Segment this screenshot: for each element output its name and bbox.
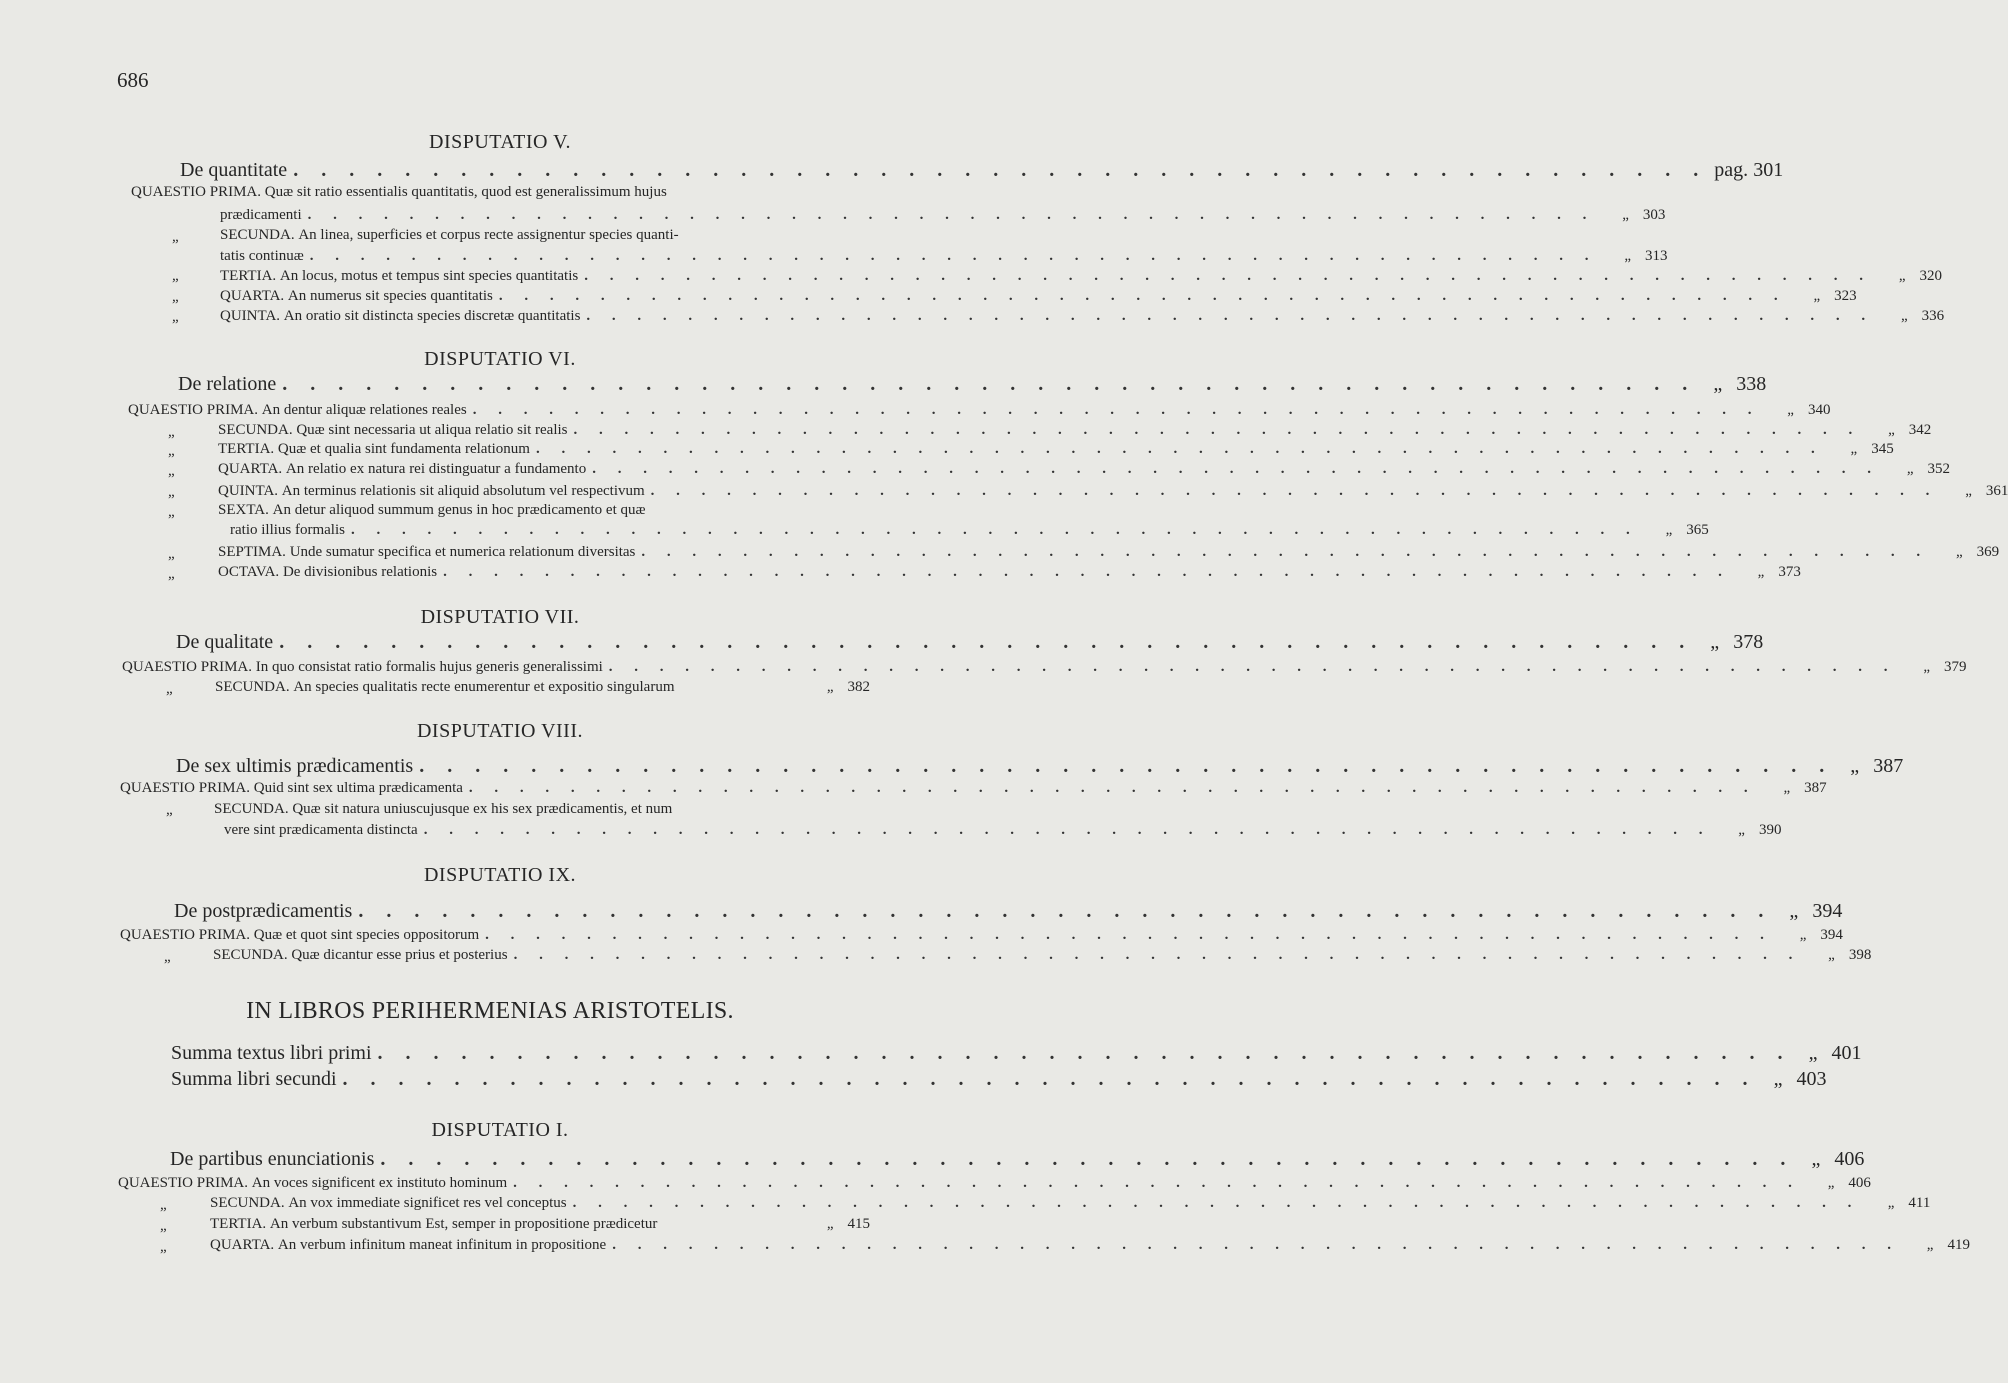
page-ref: 352 — [1927, 461, 1950, 477]
ditto-mark: „ — [168, 546, 175, 562]
ditto-mark: „ — [1783, 780, 1791, 796]
topic-text: De sex ultimis prædicamentis — [176, 755, 414, 777]
entry-label: TERTIA. — [220, 268, 277, 284]
leader-dots — [573, 1193, 1861, 1213]
topic-text: De relatione — [178, 373, 277, 395]
entry-label: SECUNDA. — [214, 801, 289, 817]
section-title: DISPUTATIO I. — [431, 1119, 569, 1141]
page-ref: 342 — [1908, 422, 1932, 438]
page-ref: 411 — [1908, 1195, 1931, 1211]
entry-label: SEXTA. — [218, 502, 269, 518]
toc-entry — [220, 266, 1942, 286]
toc-entry — [120, 778, 1827, 798]
toc-topic — [171, 1067, 1827, 1091]
leader-dots — [469, 778, 1757, 798]
toc-entry — [214, 799, 870, 819]
leader-dots — [574, 420, 1862, 440]
leader-dots — [419, 754, 1833, 778]
page-ref: 394 — [1820, 927, 1843, 943]
page-ref: 406 — [1834, 1148, 1865, 1170]
ditto-mark: „ — [1799, 927, 1807, 943]
topic-text: De partibus enunciationis — [170, 1148, 375, 1170]
leader-dots — [279, 630, 1693, 654]
entry-label: QUAESTIO PRIMA. — [122, 659, 253, 675]
entry-text: In quo consistat ratio formalis hujus generis generalissimi — [255, 659, 603, 675]
page-ref: 378 — [1733, 631, 1764, 653]
ditto-mark: „ — [1738, 822, 1745, 838]
page-ref: 373 — [1778, 564, 1801, 580]
page-number: 686 — [117, 68, 149, 92]
toc-entry — [218, 481, 2008, 501]
ditto-mark: „ — [826, 1216, 834, 1232]
toc-topic — [170, 1147, 1865, 1171]
leader-dots — [443, 562, 1731, 582]
ditto-mark: „ — [1828, 947, 1835, 963]
entry-text: Quæ sit ratio essentialis quantitatis, quod est generalissimum hujus — [264, 184, 667, 200]
entry-text: ratio illius formalis — [230, 522, 345, 538]
toc-entry-continuation — [220, 205, 1666, 225]
entry-label: SECUNDA. — [210, 1195, 285, 1211]
page-ref: 338 — [1736, 373, 1767, 395]
toc-entry — [220, 286, 1857, 306]
ditto-mark: „ — [160, 1197, 167, 1213]
entry-label: SECUNDA. — [213, 947, 288, 963]
ditto-mark: „ — [168, 463, 175, 479]
ditto-mark: „ — [1787, 402, 1794, 418]
ditto-mark: „ — [168, 504, 175, 520]
entry-label: TERTIA. — [210, 1216, 267, 1232]
topic-text: Summa libri secundi — [171, 1068, 337, 1090]
toc-entry — [210, 1193, 1931, 1213]
ditto-mark: „ — [1965, 483, 1972, 499]
page-ref: 387 — [1873, 755, 1904, 777]
page-ref: 387 — [1804, 780, 1827, 796]
ditto-mark: „ — [166, 802, 173, 818]
entry-label: QUAESTIO PRIMA. — [118, 1175, 249, 1191]
page-ref: 415 — [847, 1216, 870, 1232]
ditto-mark: „ — [1887, 1195, 1895, 1211]
ditto-mark: „ — [1923, 659, 1931, 675]
entry-text: An verbum infinitum maneat infinitum in propositione — [277, 1237, 607, 1253]
entry-label: SECUNDA. — [215, 679, 290, 695]
leader-dots — [308, 205, 1596, 225]
ditto-mark: „ — [1888, 422, 1895, 438]
ditto-mark: „ — [1955, 544, 1963, 560]
ditto-mark: „ — [1900, 308, 1908, 324]
entry-text: An vox immediate significet res vel conceptus — [288, 1195, 567, 1211]
page-ref: 403 — [1796, 1068, 1827, 1090]
ditto-mark: „ — [164, 949, 171, 965]
leader-dots — [485, 925, 1773, 945]
entry-text: De divisionibus relationis — [282, 564, 438, 580]
ditto-mark: „ — [1624, 248, 1631, 264]
entry-text: Quæ sint necessaria ut aliqua relatio sit realis — [296, 422, 568, 438]
ditto-mark: „ — [172, 309, 179, 325]
toc-topic — [176, 630, 1764, 654]
ditto-mark: „ — [1906, 461, 1914, 477]
ditto-mark: „ — [160, 1218, 167, 1234]
entry-text: Quæ et qualia sint fundamenta relationum — [277, 441, 530, 457]
page-ref: 340 — [1807, 402, 1831, 418]
leader-dots — [651, 481, 1939, 501]
entry-text: An relatio ex natura rei distinguatur a fundamento — [285, 461, 587, 477]
page-ref: 361 — [1985, 483, 2008, 499]
ditto-mark: „ — [168, 566, 175, 582]
entry-label: OCTAVA. — [218, 564, 280, 580]
entry-label: SEPTIMA. — [218, 544, 286, 560]
entry-text: An species qualitatis recte enumerentur et expositio singularum — [293, 679, 675, 695]
toc-entry — [218, 420, 1932, 440]
page-ref: 369 — [1976, 544, 2000, 560]
toc-entry — [218, 542, 2000, 562]
ditto-mark: „ — [168, 443, 175, 459]
section-title: DISPUTATIO IX. — [423, 864, 577, 886]
toc-entry — [218, 500, 870, 520]
page-ref: 382 — [847, 679, 870, 695]
ditto-mark: „ — [160, 1239, 167, 1255]
ditto-mark: „ — [172, 229, 179, 245]
page-ref: 390 — [1758, 822, 1782, 838]
leader-dots — [358, 899, 1772, 923]
ditto-mark: „ — [172, 289, 179, 305]
ditto-mark: „ — [1622, 207, 1629, 223]
entry-text: Quæ et quot sint species oppositorum — [253, 927, 480, 943]
ditto-mark: „ — [1850, 755, 1860, 777]
ditto-mark: „ — [1808, 1042, 1818, 1064]
leader-dots — [310, 246, 1598, 266]
leader-dots — [473, 400, 1761, 420]
leader-dots — [293, 158, 1707, 182]
page-ref: 401 — [1831, 1042, 1862, 1064]
leader-dots — [514, 945, 1802, 965]
page-ref: 313 — [1645, 248, 1668, 264]
leader-dots — [584, 266, 1872, 286]
leader-dots — [499, 286, 1787, 306]
ditto-mark: „ — [168, 484, 175, 500]
page-ref: 419 — [1947, 1237, 1970, 1253]
entry-text: An numerus sit species quantitatis — [287, 288, 493, 304]
leader-dots — [380, 1147, 1794, 1171]
toc-entry — [120, 925, 1843, 945]
ditto-mark: „ — [172, 268, 179, 284]
toc-entry — [218, 459, 1950, 479]
entry-text: prædicamenti — [220, 207, 302, 223]
ditto-mark: „ — [1898, 268, 1906, 284]
entry-text: An verbum substantivum Est, semper in propositione prædicetur — [269, 1216, 658, 1232]
ditto-mark: „ — [1757, 564, 1765, 580]
toc-topic — [178, 372, 1767, 396]
ditto-mark: „ — [1811, 1148, 1821, 1170]
entry-label: QUINTA. — [218, 483, 279, 499]
topic-text: De quantitate — [180, 159, 288, 181]
ditto-mark: „ — [1710, 631, 1720, 653]
toc-entry — [128, 400, 1831, 420]
section-title: DISPUTATIO V. — [429, 131, 571, 153]
pag-label: pag. — [1714, 159, 1749, 181]
ditto-mark: „ — [1926, 1237, 1934, 1253]
toc-topic — [176, 754, 1904, 778]
toc-entry — [220, 225, 870, 245]
entry-text: An oratio sit distincta species discretæ quantitatis — [283, 308, 581, 324]
entry-label: QUAESTIO PRIMA. — [128, 402, 259, 418]
leader-dots — [592, 459, 1880, 479]
page-ref: 379 — [1944, 659, 1967, 675]
toc-entry — [210, 1214, 870, 1234]
section-title: DISPUTATIO VII. — [420, 606, 580, 628]
toc-topic — [180, 158, 1784, 182]
leader-dots — [282, 372, 1696, 396]
ditto-mark: „ — [1773, 1068, 1783, 1090]
ditto-mark: „ — [1665, 522, 1673, 538]
toc-entry — [220, 306, 1945, 326]
ditto-mark: „ — [1827, 1175, 1835, 1191]
leader-dots — [612, 1235, 1900, 1255]
toc-topic — [174, 899, 1843, 923]
section-title: DISPUTATIO VIII. — [416, 720, 584, 742]
page-ref: 303 — [1642, 207, 1666, 223]
toc-entry — [118, 1173, 1871, 1193]
page-ref: 394 — [1812, 900, 1843, 922]
page-ref: 406 — [1848, 1175, 1871, 1191]
entry-label: QUARTA. — [210, 1237, 275, 1253]
page-ref: 365 — [1686, 522, 1709, 538]
page-ref: 336 — [1921, 308, 1945, 324]
ditto-mark: „ — [168, 424, 175, 440]
leader-dots — [609, 657, 1897, 677]
entry-label: TERTIA. — [218, 441, 275, 457]
entry-label: QUAESTIO PRIMA. — [120, 927, 251, 943]
page-ref: 323 — [1834, 288, 1857, 304]
leader-dots — [513, 1173, 1801, 1193]
entry-text: Quæ sit natura uniuscujusque ex his sex prædicamentis, et num — [292, 801, 673, 817]
toc-entry-continuation — [220, 246, 1668, 266]
toc-entry — [210, 1235, 1970, 1255]
entry-text: Unde sumatur specifica et numerica relationum diversitas — [289, 544, 636, 560]
toc-entry — [213, 945, 1872, 965]
entry-text: Quid sint sex ultima prædicamenta — [253, 780, 463, 796]
entry-text: Quæ dicantur esse prius et posterius — [291, 947, 508, 963]
entry-label: QUINTA. — [220, 308, 281, 324]
toc-entry-continuation — [224, 820, 1782, 840]
ditto-mark: „ — [166, 681, 173, 697]
entry-label: SECUNDA. — [218, 422, 293, 438]
entry-text: An dentur aliquæ relationes reales — [261, 402, 467, 418]
entry-text: An locus, motus et tempus sint species quantitatis — [279, 268, 579, 284]
toc-entry-continuation — [230, 520, 1709, 540]
toc-entry — [215, 677, 870, 697]
entry-text: An terminus relationis sit aliquid absolutum vel respectivum — [281, 483, 645, 499]
section-title: DISPUTATIO VI. — [424, 348, 576, 370]
entry-text: tatis continuæ — [220, 248, 304, 264]
toc-entry — [218, 439, 1894, 459]
toc-entry — [131, 182, 871, 202]
entry-text: An linea, superficies et corpus recte assignentur species quanti- — [298, 227, 679, 243]
topic-text: De qualitate — [176, 631, 274, 653]
page-ref: 320 — [1919, 268, 1942, 284]
entry-label: SECUNDA. — [220, 227, 295, 243]
leader-dots — [424, 820, 1712, 840]
toc-topic — [171, 1041, 1862, 1065]
leader-dots — [641, 542, 1929, 562]
toc-entry — [122, 657, 1967, 677]
toc-entry — [218, 562, 1801, 582]
entry-label: QUARTA. — [218, 461, 283, 477]
leader-dots — [378, 1041, 1792, 1065]
entry-text: An voces significent ex instituto hominum — [251, 1175, 508, 1191]
ditto-mark: „ — [1789, 900, 1799, 922]
entry-text: vere sint prædicamenta distincta — [224, 822, 418, 838]
entry-label: QUARTA. — [220, 288, 285, 304]
ditto-mark: „ — [1713, 373, 1723, 395]
page-ref: 301 — [1753, 159, 1784, 181]
part-title: IN LIBROS PERIHERMENIAS ARISTOTELIS. — [246, 998, 734, 1024]
ditto-mark: „ — [826, 679, 834, 695]
leader-dots — [343, 1067, 1757, 1091]
topic-text: De postprædicamentis — [174, 900, 353, 922]
ditto-mark: „ — [1813, 288, 1821, 304]
leader-dots — [351, 520, 1639, 540]
leader-dots — [586, 306, 1874, 326]
page-ref: 345 — [1871, 441, 1894, 457]
page-ref: 398 — [1848, 947, 1872, 963]
ditto-mark: „ — [1850, 441, 1858, 457]
topic-text: Summa textus libri primi — [171, 1042, 372, 1064]
leader-dots — [536, 439, 1824, 459]
entry-label: QUAESTIO PRIMA. — [120, 780, 251, 796]
entry-text: An detur aliquod summum genus in hoc prædicamento et quæ — [272, 502, 646, 518]
entry-label: QUAESTIO PRIMA. — [131, 184, 262, 200]
